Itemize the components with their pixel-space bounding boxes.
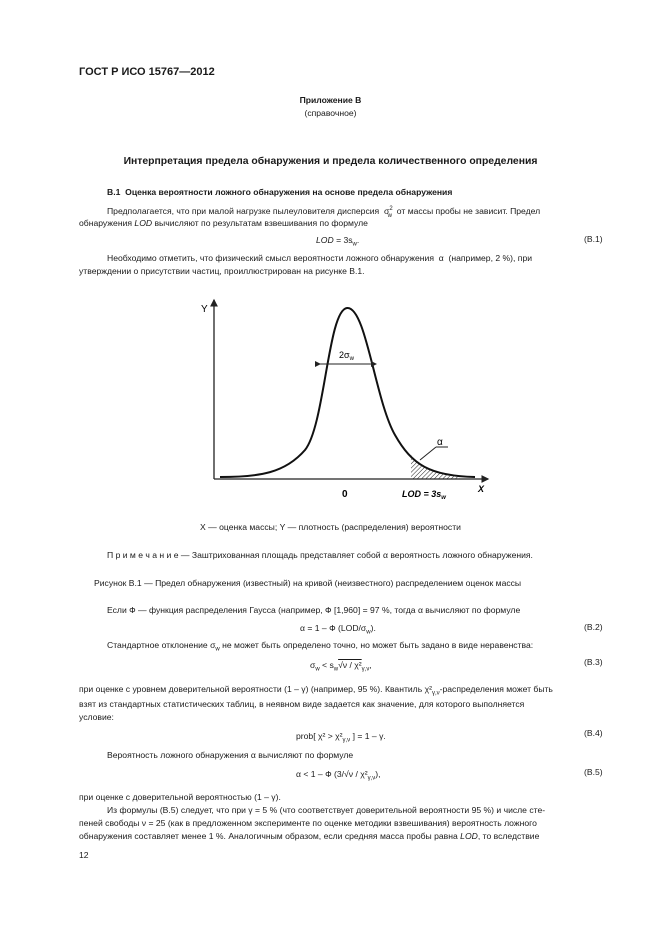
note-alpha: α: [382, 550, 388, 560]
para5-text-a: при оценке с уровнем доверительной вероятности (1 – γ) (например, 95 %). Квантиль: [79, 684, 423, 694]
eq1-rhs: = 3s: [336, 235, 353, 245]
para4-sub: w: [215, 646, 220, 653]
para1-text-c: обнаружения: [79, 218, 133, 228]
equation-b5: [296, 768, 381, 786]
eq3-rsub: γ,ν: [361, 666, 370, 673]
equation-b1: LOD = $3s_w$.: [316, 235, 360, 248]
equation-number-b1: (В.1): [584, 234, 603, 244]
lod-label: LOD = $3s_w$: [402, 489, 446, 501]
note: [107, 549, 533, 562]
alpha-label: α: [437, 437, 443, 448]
figure-legend: X — оценка массы; Y — плотность (распределения) вероятности: [200, 522, 461, 532]
para5-chisub: γ,ν: [431, 690, 440, 697]
note-text: — Заштрихованная площадь представляет собой: [180, 550, 381, 560]
para1-text-a: Предполагается, что при малой нагрузке пылеуловителя дисперсия: [107, 205, 380, 216]
para5-text-b: -распределения может быть: [439, 684, 553, 694]
para3-line1: [107, 604, 520, 617]
para6-line1: [107, 749, 353, 762]
para1-line1: Предполагается, что при малой нагрузке пылеуловителя дисперсия $\sigma^2_w$ от массы пробы не зависит. Предел: [107, 205, 541, 219]
section-heading: [107, 186, 452, 199]
gaussian-curve: [220, 308, 475, 477]
equation-number-b5: (В.5): [584, 767, 603, 777]
eq2-sub: w: [366, 629, 371, 636]
equation-number-b3: (В.3): [584, 657, 603, 667]
appendix-title: Приложение В: [299, 95, 362, 105]
main-title: Интерпретация предела обнаружения и предела количественного определения: [123, 156, 538, 167]
eq3-root: √ν / χ²: [338, 660, 362, 670]
x-axis-label: X: [478, 484, 485, 494]
eq3-sub: w: [315, 666, 320, 673]
equation-number-b4: (В.4): [584, 728, 603, 738]
para1-text-d: вычисляют по результатам взвешивания по формуле: [154, 218, 368, 228]
para7-lod: LOD: [460, 831, 478, 841]
para7-line2: Из формулы (В.5) следует, что при γ = 5 % (что соответствует доверительной вероятности 95 %) и числе сте-: [107, 805, 546, 815]
para5-chi: χ²: [424, 684, 432, 694]
para6-text-b: вычисляют по формуле: [258, 750, 354, 760]
para4-text-a: Стандартное отклонение σ: [107, 640, 216, 650]
zero-label: 0: [342, 489, 348, 500]
eq3-sigma: σ: [310, 660, 316, 670]
para6-alpha: α: [250, 750, 256, 760]
y-axis-label: Y: [201, 304, 208, 315]
equation-b2: [300, 622, 376, 640]
equation-b4: [296, 730, 386, 748]
para3-text-b: вычисляют по формуле: [425, 605, 521, 615]
note-text2: вероятность ложного обнаружения.: [390, 550, 533, 560]
para5-line2: взят из стандартных статистических таблиц, в неявном виде задается как значение, для которого выполняется: [79, 699, 525, 709]
para2-text-a: Необходимо отметить, что физический смысл вероятности ложного обнаружения: [107, 253, 434, 263]
eq3-sub2: w: [333, 666, 339, 673]
equation-number-b2: (В.2): [584, 622, 603, 632]
equation-b3: [310, 659, 372, 677]
eq5-end: ),: [375, 769, 381, 779]
para2-line1: Необходимо отметить, что физический смысл вероятности ложного обнаружения α (например, 2 %), при: [107, 253, 533, 263]
eq4-end: ] = 1 – γ.: [352, 731, 386, 741]
eq2-end: ).: [370, 623, 376, 633]
section-title: Оценка вероятности ложного обнаружения на основе предела обнаружения: [125, 187, 453, 197]
para2-line2: утверждении о присутствии частиц, проиллюстрирован на рисунке В.1.: [79, 266, 365, 276]
eq3-end: ,: [369, 660, 372, 670]
para7-text-a: обнаружения составляет менее 1 %. Аналогичным образом, если средняя масса пробы равна: [79, 831, 458, 841]
figure-b1: [190, 290, 500, 505]
eq5-text: α < 1 – Ф (3/√ν / χ²: [296, 769, 368, 779]
width-label: $2\sigma_w$: [339, 350, 354, 362]
para4-line1: [107, 639, 533, 657]
appendix-subtitle: (справочное): [304, 108, 357, 118]
standard-header: ГОСТ Р ИСО 15767—2012: [79, 66, 215, 78]
eq4-sub: γ,ν: [342, 737, 351, 744]
note-prefix: П р и м е ч а н и е: [107, 550, 179, 560]
para3-alpha: α: [417, 605, 423, 615]
figure-title: Рисунок В.1 — Предел обнаружения (известный) на кривой (неизвестного) распределением оценок массы: [94, 578, 522, 588]
para3-text-a: Если Ф — функция распределения Гаусса (например, Ф [1,960] = 97 %, тогда: [107, 605, 416, 615]
alpha-pointer: [420, 447, 436, 460]
para2-text-b: (например, 2 %), при: [448, 253, 533, 263]
para7-line1: при оценке с доверительной вероятностью (1 – γ).: [79, 792, 281, 802]
section-number: В.1: [107, 187, 121, 197]
para6-text-a: Вероятность ложного обнаружения: [107, 750, 249, 760]
eq1-sub: w: [352, 241, 357, 248]
eq4-text: prob[ χ² > χ²: [296, 731, 343, 741]
eq1-lhs: LOD: [316, 235, 334, 245]
para5-line3: условие:: [79, 712, 114, 722]
eq2-text: α = 1 – Ф (LOD/σ: [300, 623, 367, 633]
para1-text-b: от массы пробы не зависит. Предел: [396, 205, 541, 216]
para7-line4: [79, 830, 539, 843]
page-number: 12: [79, 850, 89, 860]
para1-line2: обнаружения LOD вычисляют по результатам взвешивания по формуле: [79, 218, 368, 228]
para7-line3: пеней свободы ν = 25 (как в предложенном эксперименте по оценке методики взвешивания) вероятность ложного: [79, 818, 537, 828]
para4-text-b: не может быть определено точно, но может быть задано в виде неравенства:: [222, 640, 534, 650]
eq3-mid: < s: [322, 660, 334, 670]
para7-text-b: , то вследствие: [477, 831, 540, 841]
eq5-sub: γ,ν: [367, 775, 376, 782]
